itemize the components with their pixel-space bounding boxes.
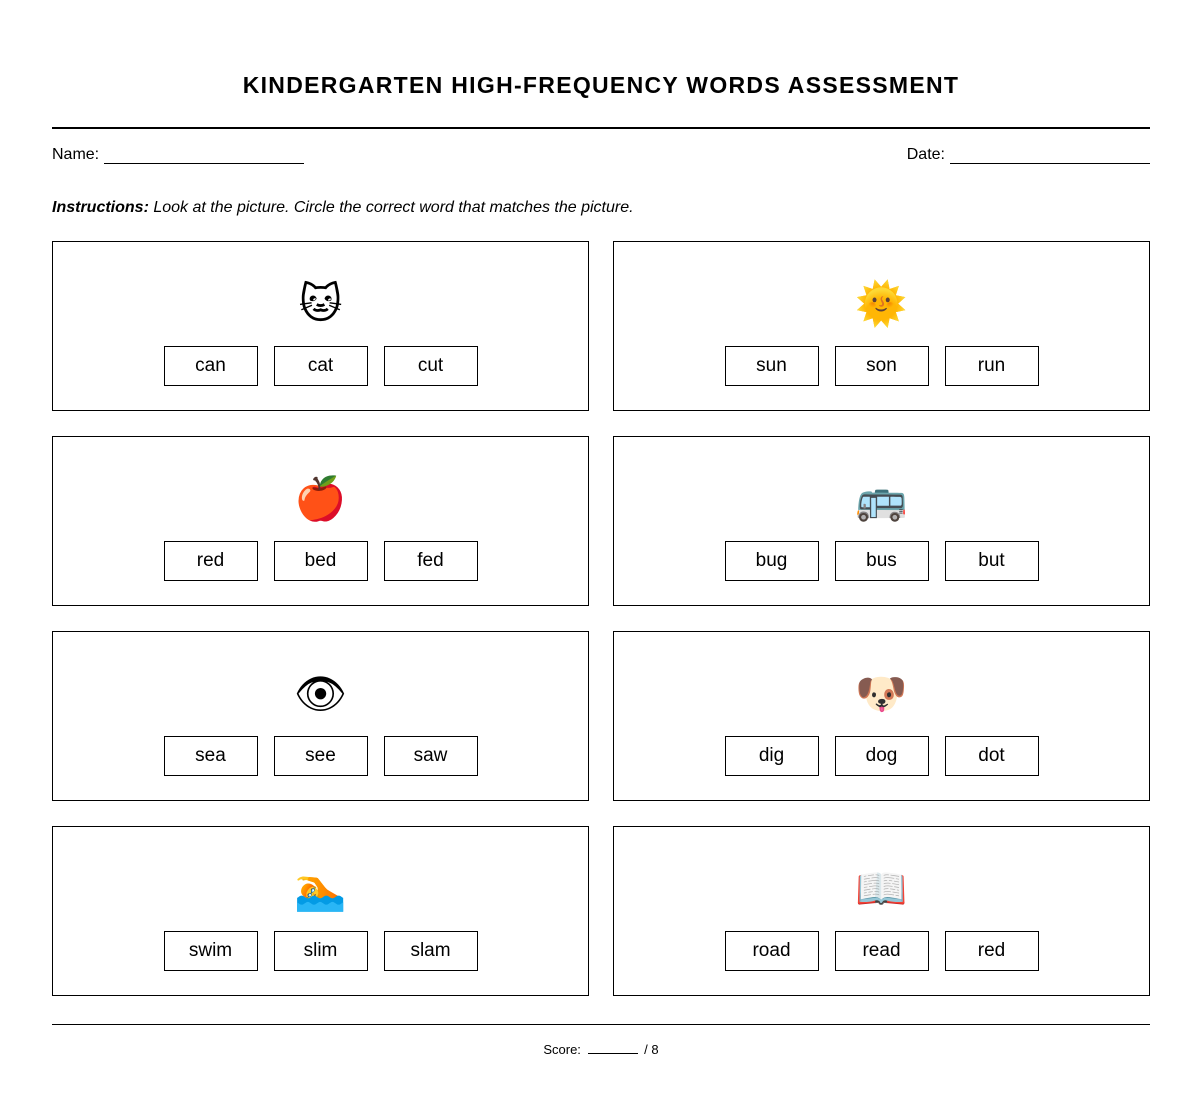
- word-choice[interactable]: slim: [274, 931, 368, 971]
- question-card: [613, 436, 1150, 606]
- swimmer-icon: 🏊: [294, 864, 347, 913]
- word-choices: [614, 931, 1149, 971]
- word-choices: [614, 736, 1149, 776]
- dog-face-icon: 🐶: [855, 669, 908, 718]
- word-choice[interactable]: cat: [274, 346, 368, 386]
- name-blank-line[interactable]: [104, 150, 304, 164]
- word-choices: [53, 736, 588, 776]
- apple-icon: 🍎: [294, 474, 347, 523]
- word-choice[interactable]: cut: [384, 346, 478, 386]
- word-choice[interactable]: dot: [945, 736, 1039, 776]
- word-choice[interactable]: sea: [164, 736, 258, 776]
- word-choice[interactable]: sun: [725, 346, 819, 386]
- cat-face-icon: 🐱: [298, 279, 343, 328]
- sun-icon: 🌞: [855, 279, 908, 328]
- word-choices: [53, 541, 588, 581]
- instructions: [52, 199, 634, 217]
- word-choice[interactable]: slam: [384, 931, 478, 971]
- footer-divider: [52, 1024, 1150, 1025]
- word-choices: [614, 346, 1149, 386]
- header-divider: [52, 127, 1150, 129]
- eye-icon: 👁: [293, 669, 348, 718]
- question-grid: [52, 241, 1150, 996]
- word-choice[interactable]: road: [725, 931, 819, 971]
- word-choice[interactable]: fed: [384, 541, 478, 581]
- date-blank-line[interactable]: [950, 150, 1150, 164]
- word-choice[interactable]: saw: [384, 736, 478, 776]
- score-total: / 8: [644, 1042, 659, 1057]
- word-choice[interactable]: red: [164, 541, 258, 581]
- word-choice[interactable]: see: [274, 736, 368, 776]
- question-card: [52, 241, 589, 411]
- instructions-label: Instructions:: [52, 199, 149, 216]
- instructions-text: Look at the picture. Circle the correct word that matches the picture.: [148, 199, 634, 216]
- name-field: [52, 146, 304, 164]
- score-label: Score:: [543, 1042, 581, 1057]
- score-line: [0, 1042, 1202, 1057]
- word-choice[interactable]: bed: [274, 541, 368, 581]
- question-card: [613, 826, 1150, 996]
- word-choice[interactable]: dog: [835, 736, 929, 776]
- question-card: [613, 631, 1150, 801]
- word-choices: [53, 346, 588, 386]
- word-choice[interactable]: bug: [725, 541, 819, 581]
- open-book-icon: 📖: [855, 864, 908, 913]
- word-choice[interactable]: son: [835, 346, 929, 386]
- date-field: [907, 146, 1150, 164]
- word-choice[interactable]: red: [945, 931, 1039, 971]
- question-card: [613, 241, 1150, 411]
- word-choices: [614, 541, 1149, 581]
- question-card: [52, 631, 589, 801]
- word-choice[interactable]: swim: [164, 931, 258, 971]
- page-title: KINDERGARTEN HIGH-FREQUENCY WORDS ASSESSMENT: [242, 72, 960, 98]
- name-label: Name:: [52, 146, 100, 163]
- word-choice[interactable]: read: [835, 931, 929, 971]
- question-card: [52, 826, 589, 996]
- word-choice[interactable]: run: [945, 346, 1039, 386]
- bus-icon: 🚌: [855, 474, 908, 523]
- word-choices: [53, 931, 588, 971]
- score-blank-line[interactable]: [588, 1043, 638, 1054]
- word-choice[interactable]: but: [945, 541, 1039, 581]
- word-choice[interactable]: can: [164, 346, 258, 386]
- question-card: [52, 436, 589, 606]
- date-label: Date:: [906, 146, 945, 163]
- word-choice[interactable]: dig: [725, 736, 819, 776]
- word-choice[interactable]: bus: [835, 541, 929, 581]
